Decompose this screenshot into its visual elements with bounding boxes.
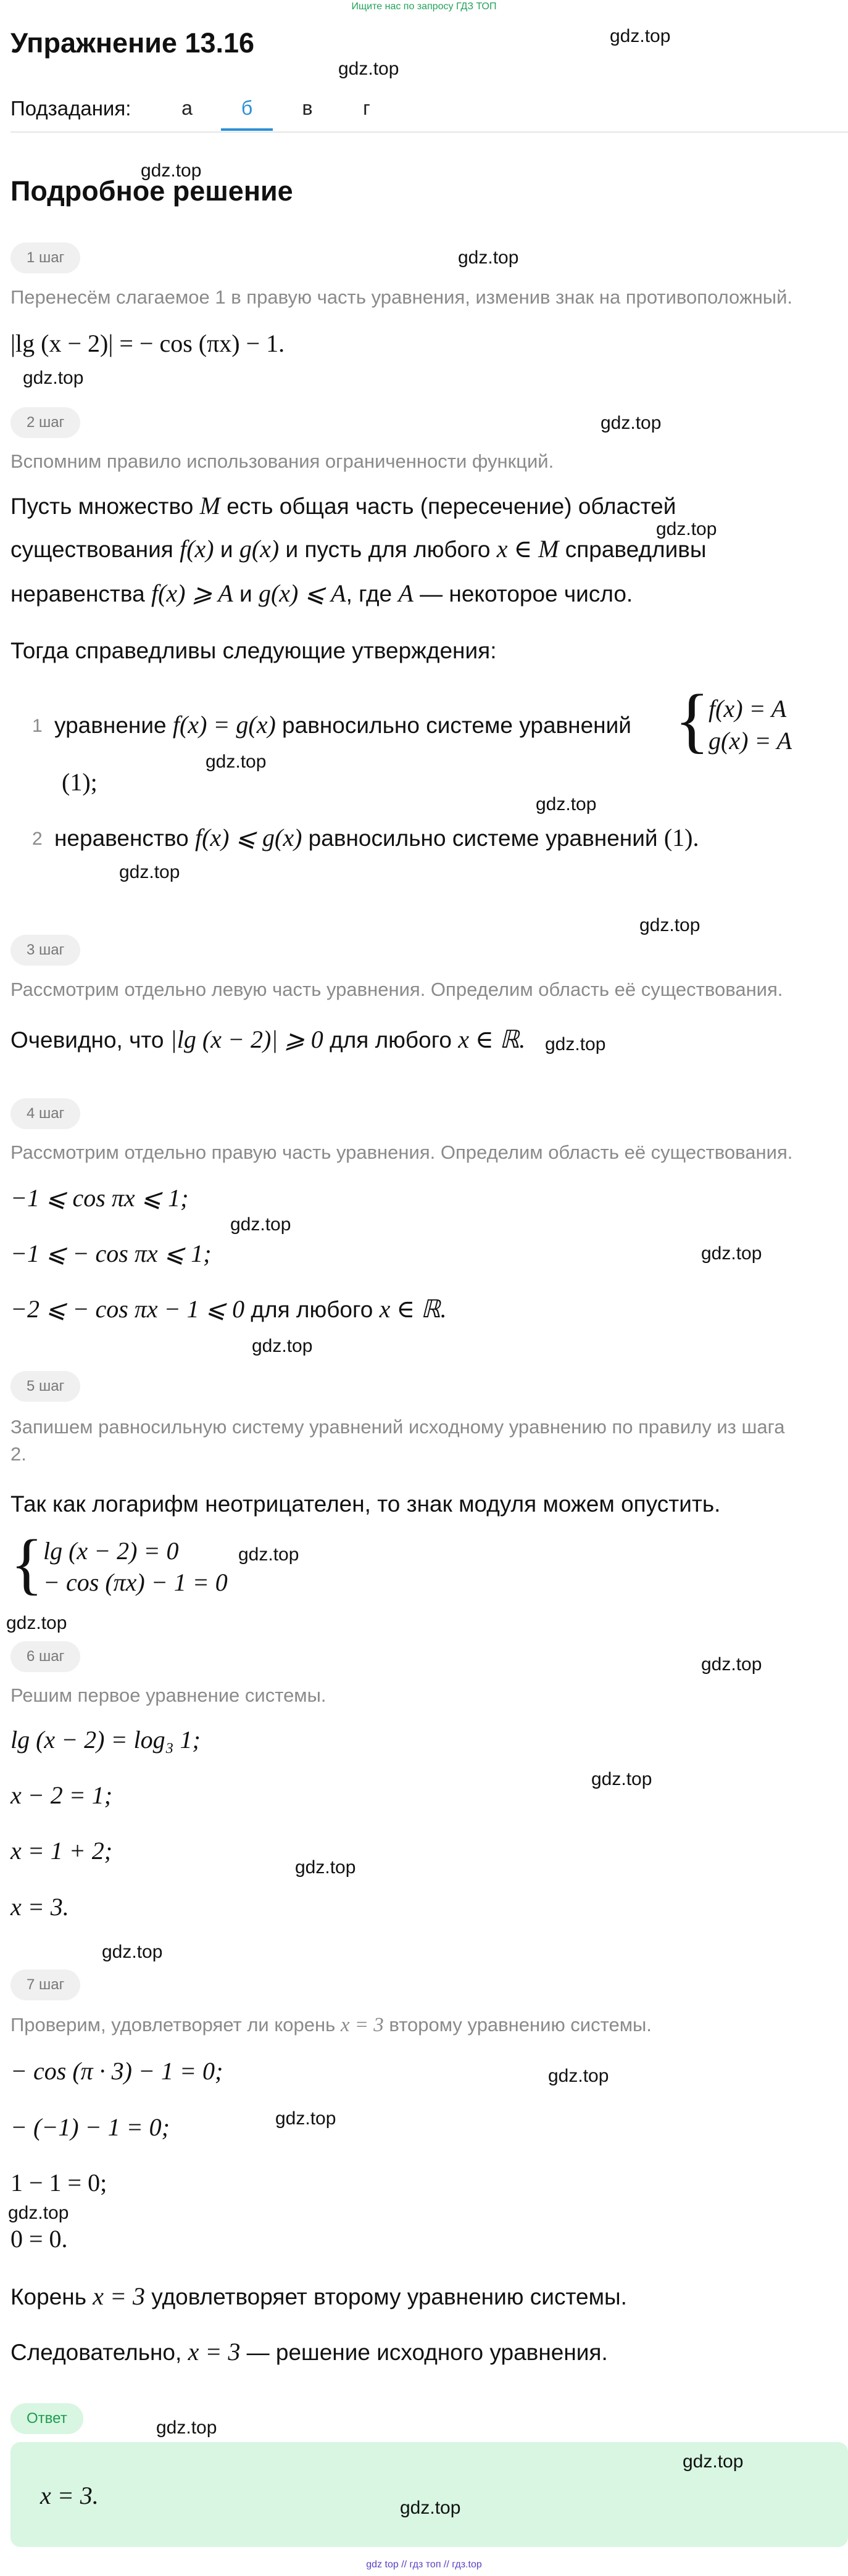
step-7-hint: Проверим, удовлетворяет ли корень x = 3 второму уравнению системы. [10,2014,652,2036]
watermark: gdz.top [610,26,671,46]
step-6-line-2: x − 2 = 1; [10,1781,113,1809]
subtasks-label: Подзадания: [10,97,131,120]
step-7-conclusion-2: Следовательно, x = 3 — решение исходного уравнения. [10,2338,608,2366]
step-4-line-2: −1 ⩽ − cos πx ⩽ 1; [10,1240,212,1267]
step-7-conclusion-1: Корень x = 3 удовлетворяет второму уравнению системы. [10,2282,627,2310]
step-5-system-line-1: lg (x − 2) = 0 [43,1537,179,1565]
tab-a[interactable]: а [181,97,193,119]
step-4-line-1: −1 ⩽ cos πx ⩽ 1; [10,1184,189,1212]
step-7-badge: 7 шаг [10,1969,80,2000]
step-2-hint: Вспомним правило использования ограниченности функций. [10,450,554,472]
watermark: gdz.top [601,413,662,433]
page-title: Упражнение 13.16 [10,27,255,59]
answer-value: x = 3. [40,2482,99,2509]
step-6-line-4: x = 3. [10,1893,69,1921]
step-5-system-line-2: − cos (πx) − 1 = 0 [43,1568,228,1596]
step-5-text: Так как логарифм неотрицателен, то знак модуля можем опустить. [10,1491,721,1517]
list-item-1-brace: { [675,679,710,760]
step-2-line-1: Пусть множество M есть общая часть (пересечение) областей [10,492,676,520]
watermark: gdz.top [141,160,202,181]
step-2-then: Тогда справедливы следующие утверждения: [10,638,497,663]
list-item-1-text: уравнение f(x) = g(x) равносильно системе уравнений [54,711,631,739]
step-5-hint-ref: 2. [10,1443,27,1465]
watermark: gdz.top [656,519,717,539]
watermark: gdz.top [639,915,700,935]
watermark: gdz.top [591,1769,652,1789]
step-5-hint: Запишем равносильную систему уравнений исходному уравнению по правилу из шага [10,1416,785,1438]
watermark: gdz.top [102,1942,163,1962]
watermark: gdz.top [683,2451,744,2472]
step-3-badge: 3 шаг [10,935,80,966]
list-item-1-system-line-1: f(x) = A [709,695,787,723]
tab-b[interactable]: б [241,97,253,119]
step-7-line-4: 0 = 0. [10,2225,68,2253]
watermark: gdz.top [545,1034,606,1054]
watermark: gdz.top [252,1336,313,1356]
watermark: gdz.top [238,1544,299,1565]
step-6-hint: Решим первое уравнение системы. [10,1684,326,1706]
watermark: gdz.top [701,1654,762,1675]
step-6-line-1: lg (x − 2) = log₃ 1; [10,1726,201,1754]
answer-badge: Ответ [10,2403,83,2434]
step-1-badge: 1 шаг [10,242,80,273]
step-1-hint: Перенесём слагаемое 1 в правую часть уравнения, изменив знак на противоположный. [10,286,793,308]
watermark: gdz.top [548,2066,609,2086]
step-2-badge: 2 шаг [10,407,80,438]
watermark: gdz.top [458,247,519,268]
watermark: gdz.top [701,1243,762,1264]
step-4-badge: 4 шаг [10,1098,80,1129]
watermark: gdz.top [536,794,597,814]
section-title: Подробное решение [10,175,293,207]
top-note: Ищите нас по запросу ГДЗ ТОП [351,1,497,12]
step-2-line-3: неравенства f(x) ⩾ A и g(x) ⩽ A, где A — некоторое число. [10,579,633,607]
step-6-badge: 6 шаг [10,1641,80,1672]
step-3-statement: Очевидно, что |lg (x − 2)| ⩾ 0 для любого x ∈ ℝ. [10,1025,526,1053]
watermark: gdz.top [275,2108,336,2129]
step-7-line-2: − (−1) − 1 = 0; [10,2113,170,2141]
watermark: gdz.top [206,752,267,772]
footer: gdz top // гдз топ // гдз.top [366,2559,482,2570]
tab-v[interactable]: в [302,97,313,119]
watermark: gdz.top [400,2498,461,2518]
list-item-1-number: 1 [32,716,43,736]
tab-g[interactable]: г [363,97,370,119]
watermark: gdz.top [119,862,180,882]
step-6-line-3: x = 1 + 2; [10,1837,113,1865]
step-7-line-1: − cos (π · 3) − 1 = 0; [10,2057,223,2085]
watermark: gdz.top [6,1613,67,1633]
step-1-equation: |lg (x − 2)| = − cos (πx) − 1. [10,329,285,357]
watermark: gdz.top [23,368,84,388]
list-item-2-text: неравенство f(x) ⩽ g(x) равносильно системе уравнений (1). [54,824,699,851]
divider [10,131,848,133]
step-5-badge: 5 шаг [10,1371,80,1402]
active-tab-indicator [221,128,273,131]
watermark: gdz.top [156,2417,217,2438]
step-5-brace: { [10,1526,43,1601]
step-7-line-3: 1 − 1 = 0; [10,2169,107,2197]
step-4-hint: Рассмотрим отдельно правую часть уравнения. Определим область её существования. [10,1141,793,1163]
step-4-line-3: −2 ⩽ − cos πx − 1 ⩽ 0 для любого x ∈ ℝ. [10,1295,447,1323]
watermark: gdz.top [8,2203,69,2223]
watermark: gdz.top [295,1857,356,1878]
step-2-line-2: существования f(x) и g(x) и пусть для любого x ∈ M справедливы [10,535,707,563]
watermark: gdz.top [230,1214,291,1235]
list-item-1-ref: (1); [62,768,98,796]
list-item-1-system-line-2: g(x) = A [709,727,792,755]
watermark: gdz.top [338,59,399,79]
step-3-hint: Рассмотрим отдельно левую часть уравнения. Определим область её существования. [10,979,783,1000]
list-item-2-number: 2 [32,829,43,849]
